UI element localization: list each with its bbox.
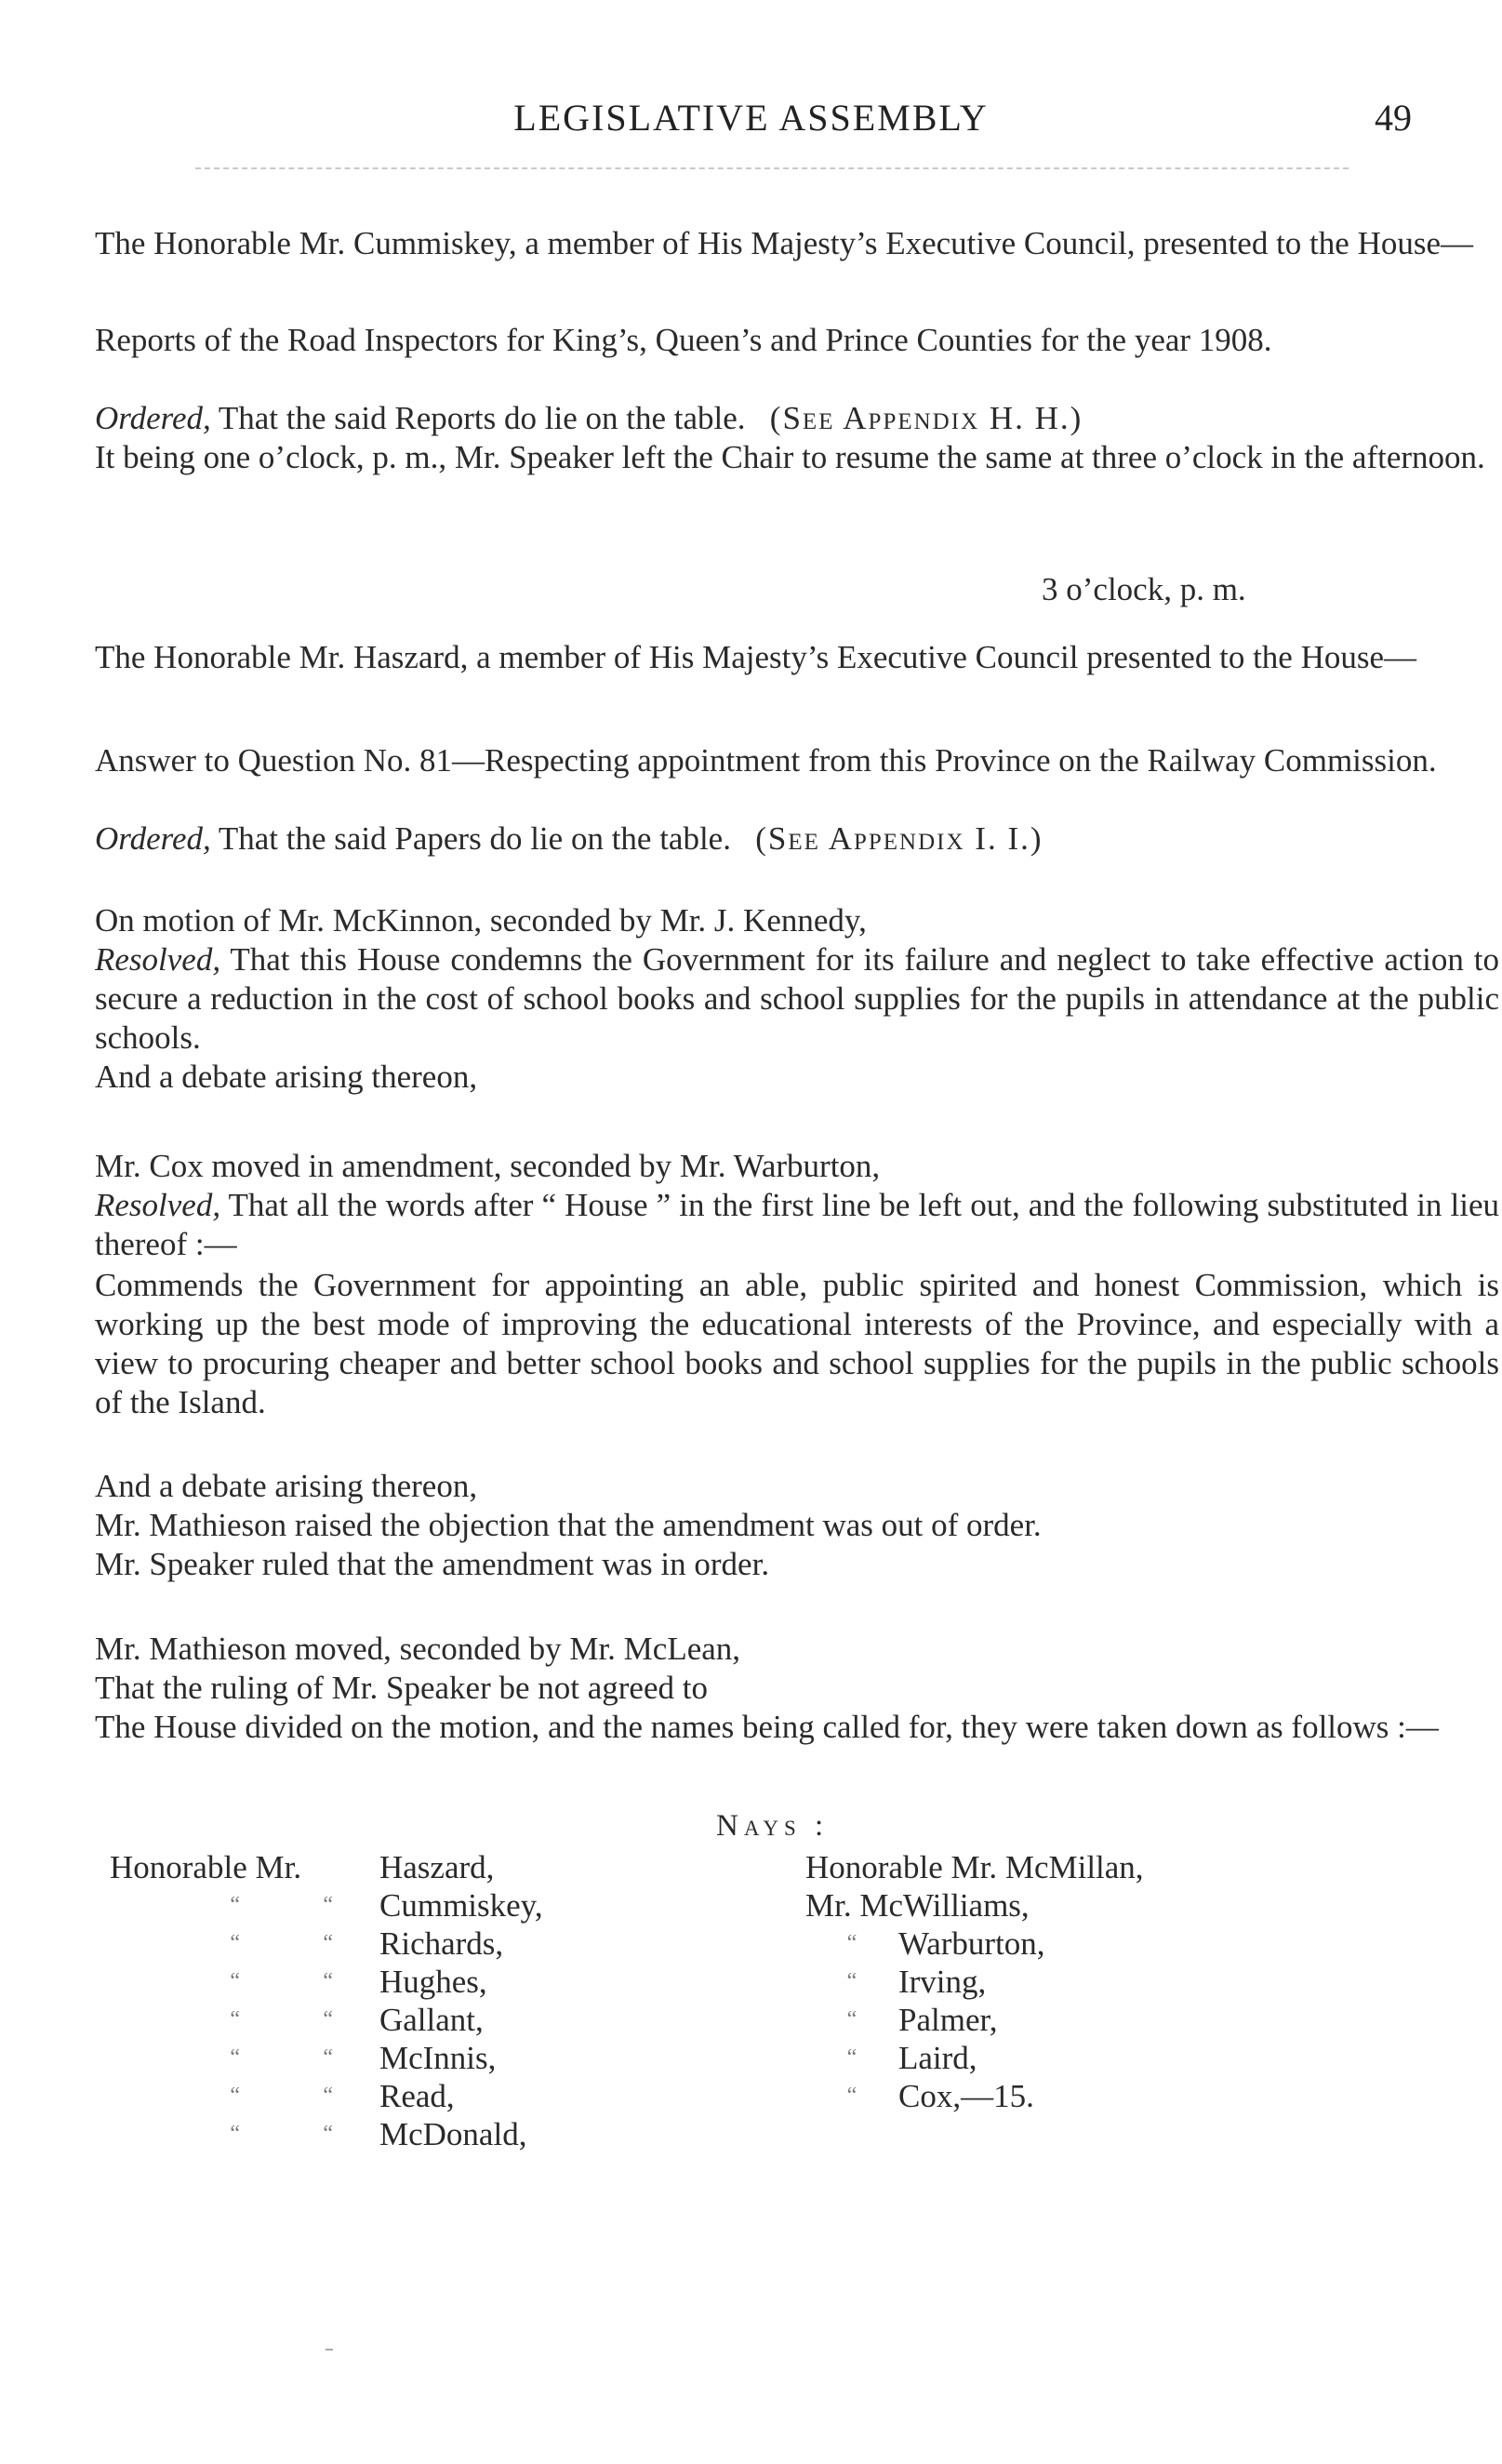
list-item: “ “ Richards, [230,1925,504,1962]
list-item: “ “ McInnis, [230,2040,497,2076]
paragraph-resolved-condemns: Resolved, That this House condemns the Government for its failure and neglect to take effective action to secure a reduction in the cost of school books and school supplies for the pupils in attendance at the public schools. [95,941,1499,1056]
list-item: “ “ Cummiskey, [230,1887,543,1924]
time-marker: 3 o’clock, p. m. [1042,571,1246,607]
stray-print-mark [326,2349,333,2351]
paragraph-debate-1: And a debate arising thereon, [95,1059,478,1095]
paragraph-mathieson-moved: Mr. Mathieson moved, seconded by Mr. McLean, [95,1631,741,1667]
paragraph-debate-2: And a debate arising thereon, [95,1468,478,1504]
paragraph-resolved-amendment: Resolved, That all the words after “ House ” in the first line be left out, and the following substituted in lieu thereof :— [95,1187,1499,1262]
page-number: 49 [1375,97,1412,139]
paragraph-house-divided: The House divided on the motion, and the names being called for, they were taken down as follows :— [95,1709,1439,1745]
paragraph-cox-amendment: Mr. Cox moved in amendment, seconded by Mr. Warburton, [95,1148,881,1184]
paragraph-motion-mckinnon: On motion of Mr. McKinnon, seconded by Mr. J. Kennedy, [95,902,867,939]
nays-left-column [110,1848,543,2153]
list-item: Honorable Mr. McMillan, [805,1849,1144,1885]
header-divider [195,167,1349,169]
list-item: “ Cox,—15. [846,2078,1034,2114]
paragraph-objection: Mr. Mathieson raised the objection that the amendment was out of order. [95,1507,1042,1543]
paragraph-haszard-presented: The Honorable Mr. Haszard, a member of His Majesty’s Executive Council presented to the House— [95,639,1417,675]
list-item: “ Laird, [846,2040,977,2076]
paragraph-commends: Commends the Government for appointing an able, public spirited and honest Commission, which is working up the best mode of improving the educational interests of the Province, and especially with a view to procuring cheaper and better school books and school supplies for the pupils in the public schools of the Island. [95,1267,1499,1420]
list-item: “ Irving, [846,1964,987,2000]
paragraph-cummiskey-presented: The Honorable Mr. Cummiskey, a member of His Majesty’s Executive Council, presented to the House— [95,225,1473,261]
list-item: “ “ McDonald, [230,2116,527,2152]
list-item: “ “ Hughes, [230,1964,487,2000]
paragraph-ordered-papers: Ordered, That the said Papers do lie on the table. (See Appendix I. I.) [95,820,1043,857]
paragraph-question-81: Answer to Question No. 81—Respecting appointment from this Province on the Railway Commission. [95,742,1437,779]
list-item: “ “ Read, [230,2078,455,2114]
list-item: Mr. McWilliams, [805,1887,1030,1924]
nays-right-column [805,1848,1144,2115]
list-item: “ Palmer, [846,2002,998,2038]
list-item: “ “ Gallant, [230,2002,484,2038]
paragraph-ordered-reports: Ordered, That the said Reports do lie on the table. (See Appendix H. H.) [95,400,1083,436]
list-item: Honorable Mr. Haszard, [110,1849,495,1885]
paragraph-road-reports: Reports of the Road Inspectors for King’s, Queen’s and Prince Counties for the year 1908. [95,322,1272,358]
nays-heading: Nays : [716,1809,830,1843]
paragraph-one-oclock: It being one o’clock, p. m., Mr. Speaker left the Chair to resume the same at three o’clock in the afternoon. [95,439,1485,475]
paragraph-speaker-ruled: Mr. Speaker ruled that the amendment was in order. [95,1546,770,1582]
list-item: “ Warburton, [846,1925,1045,1962]
page-header-title: LEGISLATIVE ASSEMBLY [513,97,989,139]
paragraph-ruling-not-agreed: That the ruling of Mr. Speaker be not agreed to [95,1670,708,1706]
